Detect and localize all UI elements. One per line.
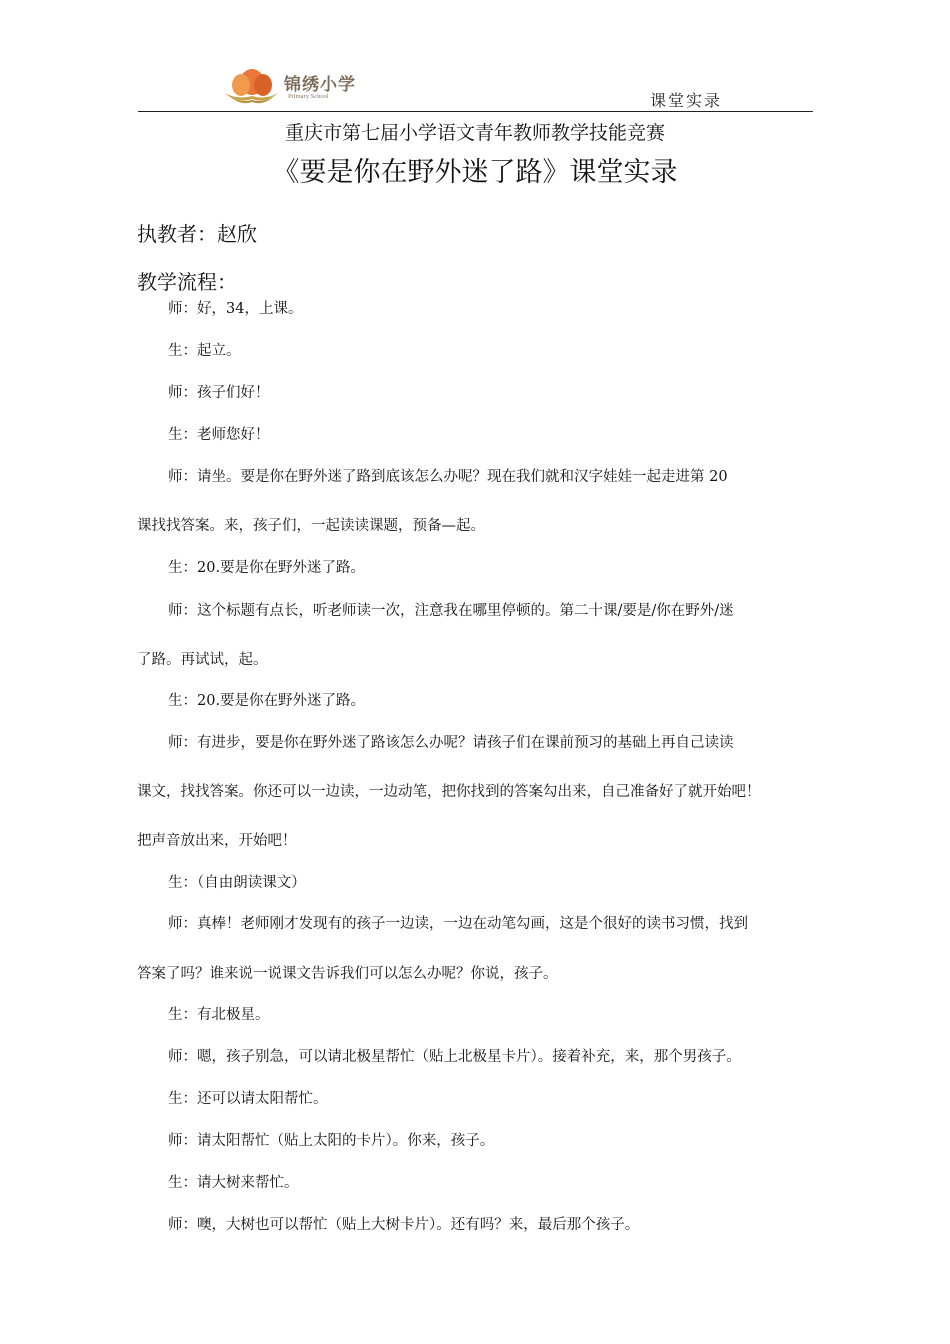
transcript-line: 课文，找找答案。你还可以一边读，一边动笔，把你找到的答案勾出来，自己准备好了就开始吧！ (137, 784, 761, 800)
header-divider (138, 111, 813, 112)
logo-chinese-name: 锦绣小学 (284, 75, 356, 95)
transcript-line: 生：请大树来帮忙。 (168, 1175, 299, 1191)
transcript-line: 生：老师您好！ (168, 427, 270, 443)
transcript-line: 生：20.要是你在野外迷了路。 (168, 693, 366, 709)
transcript-line: 答案了吗？谁来说一说课文告诉我们可以怎么办呢？你说，孩子。 (137, 966, 558, 982)
page-title: 《要是你在野外迷了路》课堂实录 (272, 157, 678, 188)
transcript-line: 师：真棒！老师刚才发现有的孩子一边读，一边在动笔勾画，这是个很好的读书习惯，找到 (168, 916, 748, 932)
school-logo (222, 66, 392, 106)
transcript-line: 师：有进步，要是你在野外迷了路该怎么办呢？请孩子们在课前预习的基础上再自己读读 (168, 735, 734, 751)
transcript-line: 师：嗯，孩子别急，可以请北极星帮忙（贴上北极星卡片）。接着补充，来，那个男孩子。 (168, 1049, 741, 1065)
logo-english-name: Primary School (288, 93, 329, 100)
transcript-line: 师：请坐。要是你在野外迷了路到底该怎么办呢？现在我们就和汉字娃娃一起走进第 20 (168, 469, 728, 485)
section-label: 课堂实录 (650, 91, 723, 110)
transcript-line: 师：好，34，上课。 (168, 301, 303, 317)
transcript-line: 生：20.要是你在野外迷了路。 (168, 560, 366, 576)
transcript-line: 了路。再试试，起。 (137, 652, 268, 668)
lotus-logo-icon (222, 66, 280, 106)
transcript-line: 师：孩子们好！ (168, 385, 270, 401)
flow-heading: 教学流程： (137, 270, 237, 294)
transcript-line: 生：（自由朗读课文） (168, 875, 306, 891)
transcript-line: 生：还可以请太阳帮忙。 (168, 1091, 328, 1107)
transcript-line: 把声音放出来，开始吧！ (137, 833, 297, 849)
teacher-name: 执教者：赵欣 (137, 222, 257, 246)
transcript-line: 师：请太阳帮忙（贴上太阳的卡片）。你来，孩子。 (168, 1133, 495, 1149)
transcript-line: 师：噢，大树也可以帮忙（贴上大树卡片）。还有吗？来，最后那个孩子。 (168, 1217, 640, 1233)
transcript-line: 课找找答案。来，孩子们，一起读读课题，预备—起。 (137, 518, 485, 534)
transcript-line: 生：起立。 (168, 343, 241, 359)
competition-title: 重庆市第七届小学语文青年教师教学技能竞赛 (284, 122, 665, 144)
transcript-line: 师：这个标题有点长，听老师读一次，注意我在哪里停顿的。第二十课/要是/你在野外/迷 (168, 603, 734, 619)
transcript-line: 生：有北极星。 (168, 1007, 270, 1023)
